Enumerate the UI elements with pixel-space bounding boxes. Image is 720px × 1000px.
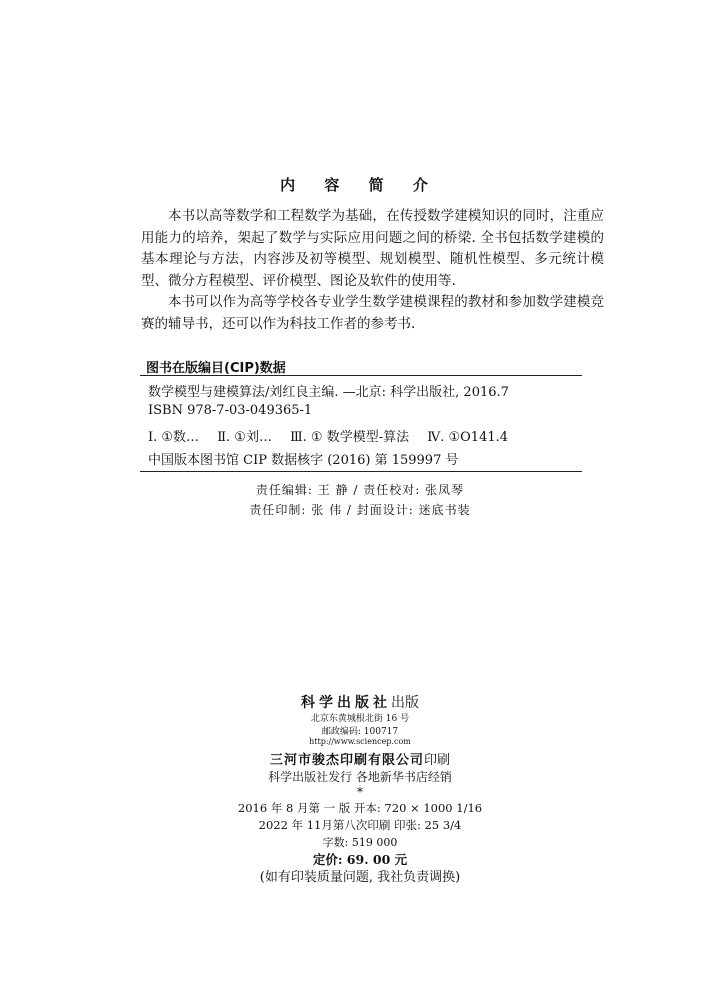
summary-body — [141, 206, 604, 335]
cip-title: 图书在版编目(CIP)数据 — [146, 361, 286, 376]
separator-star: * — [357, 785, 363, 799]
publisher-postcode: 邮政编码: 100717 — [321, 727, 399, 737]
cip-class-part: Ⅲ. ① 数学模型-算法 — [290, 430, 410, 445]
cip-line-title: 数学模型与建模算法/刘红良主编. —北京: 科学出版社, 2016.7 — [148, 385, 509, 400]
cip-line-isbn: ISBN 978-7-03-049365-1 — [148, 403, 313, 418]
cip-line-classification — [148, 426, 522, 445]
printer-suffix: 印刷 — [424, 753, 451, 768]
publisher-line — [0, 692, 720, 712]
publisher-suffix: 出版 — [391, 695, 419, 711]
cip-class-part: Ⅳ. ①O141.4 — [427, 430, 509, 445]
cip-data-box — [140, 375, 582, 472]
quality-note: (如有印装质量问题, 我社负责调换) — [259, 870, 461, 885]
editor-credits — [0, 480, 720, 520]
summary-paragraph: 本书以高等数学和工程数学为基础，在传授数学建模知识的同时，注重应用能力的培养，架起了数学与实际应用问题之间的桥梁. 全书包括数学建模的基本理论与方法，内容涉及初等模型、规划模型、随机性模型、多元统计模型、微分方程模型、评价模型、图论及软件的使用等. — [141, 208, 604, 289]
cip-class-part: Ⅱ. ①刘… — [217, 430, 272, 445]
editor-credit-line: 责任编辑: 王 静 / 责任校对: 张凤琴 — [255, 483, 465, 497]
publisher-url: http://www.sciencep.com — [309, 737, 411, 746]
publisher-address: 北京东黄城根北街 16 号 — [310, 714, 410, 724]
cip-class-part: Ⅰ. ①数… — [148, 430, 200, 445]
publisher-name: 科学出版社 — [301, 695, 391, 711]
printer-line — [0, 749, 720, 768]
distribution-line: 科学出版社发行 各地新华书店经销 — [268, 770, 452, 784]
printing-line: 2022 年 11月第八次印刷 印张: 25 3/4 — [258, 818, 462, 832]
cip-line-record-number: 中国版本图书馆 CIP 数据核字 (2016) 第 159997 号 — [148, 453, 459, 468]
printer-name: 三河市骏杰印刷有限公司 — [269, 753, 424, 768]
summary-heading: 内 容 简 介 — [280, 176, 440, 194]
price: 定价: 69. 00 元 — [312, 852, 408, 867]
editor-credit-line: 责任印制: 张 伟 / 封面设计: 迷底书装 — [249, 503, 471, 517]
summary-paragraph: 本书可以作为高等学校各专业学生数学建模课程的教材和参加数学建模竞赛的辅导书，还可以作为科技工作者的参考书. — [141, 294, 604, 332]
word-count: 字数: 519 000 — [322, 836, 398, 849]
edition-line: 2016 年 8 月第 一 版 开本: 720 × 1000 1/16 — [237, 801, 483, 815]
